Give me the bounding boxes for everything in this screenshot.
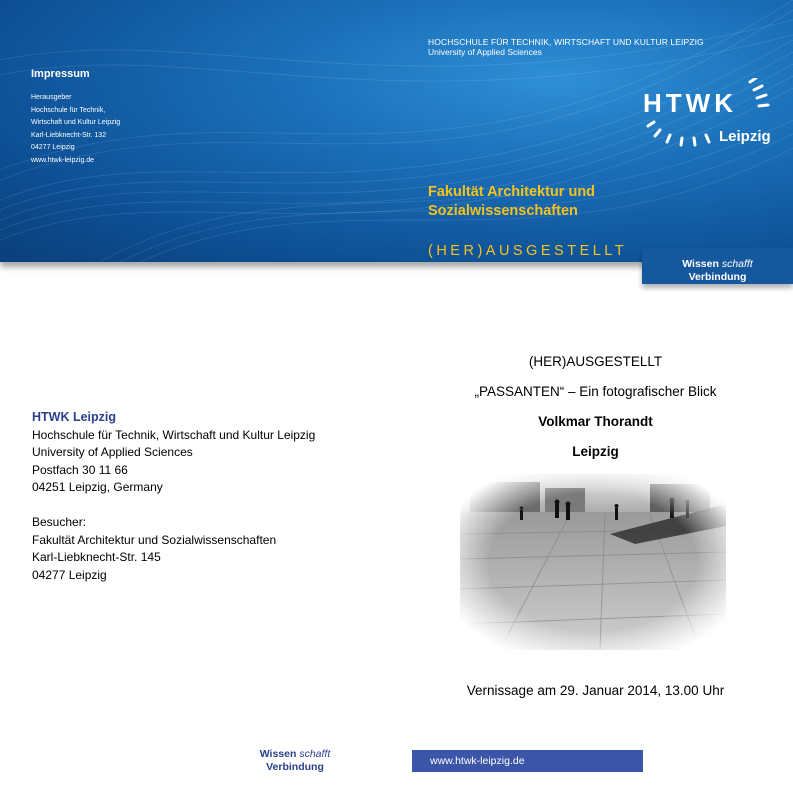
slogan-word: Wissen <box>259 748 297 760</box>
impressum-line: 04277 Leipzig <box>31 144 75 151</box>
exhibition-city: Leipzig <box>572 444 619 459</box>
vernissage-date: Vernissage am 29. Januar 2014, 13.00 Uhr <box>466 683 725 698</box>
impressum-line: Wirtschaft und Kultur Leipzig <box>31 119 121 126</box>
faculty-line: Sozialwissenschaften <box>428 203 578 219</box>
address-line: University of Applied Sciences <box>32 445 193 459</box>
visitor-line: 04277 Leipzig <box>32 567 107 582</box>
website-bar <box>412 750 643 772</box>
slogan-word-italic: schafft <box>721 258 753 270</box>
address-line: Hochschule für Technik, Wirtschaft und Kultur Leipzig <box>32 427 316 442</box>
impressum-url: www.htwk-leipzig.de <box>31 156 95 164</box>
slogan-word-italic: schafft <box>299 748 331 760</box>
visitor-label: Besucher: <box>32 515 87 529</box>
impressum-line: Hochschule für Technik, <box>31 106 106 114</box>
website-link[interactable]: www.htwk-leipzig.de <box>430 755 525 767</box>
faculty-line: Fakultät Architektur und <box>428 184 596 200</box>
exhibition-banner-title: (HER)AUSGESTELLT <box>428 243 628 259</box>
university-name: HOCHSCHULE FÜR TECHNIK, WIRTSCHAFT UND KULTUR LEIPZIG <box>428 37 704 47</box>
slogan-word: Wissen <box>682 258 719 270</box>
impressum-line: Herausgeber <box>31 94 72 101</box>
slogan-top <box>642 258 793 284</box>
artist-name: Volkmar Thorandt <box>538 414 653 429</box>
slogan-word: Verbindung <box>688 271 747 283</box>
address-line: 04251 Leipzig, Germany <box>32 480 163 494</box>
logo-wordmark: HTWK <box>643 88 737 118</box>
slogan-bottom <box>244 748 346 774</box>
impressum-title: Impressum <box>31 68 90 80</box>
slogan-word: Verbindung <box>266 761 324 773</box>
exhibition-subtitle: „PASSANTEN“ – Ein fotografischer Blick <box>474 384 717 399</box>
contact-address <box>32 409 315 584</box>
logo-city: Leipzig <box>719 128 771 145</box>
exhibition-title: (HER)AUSGESTELLT <box>528 354 663 369</box>
impressum-line: Karl-Liebknecht-Str. 132 <box>31 131 107 139</box>
visitor-line: Karl-Liebknecht-Str. 145 <box>32 550 161 564</box>
brand-name: HTWK Leipzig <box>32 410 117 424</box>
passanten-photo <box>460 474 726 650</box>
impressum-text <box>31 92 120 167</box>
header-banner <box>0 0 793 262</box>
university-subtitle: University of Applied Sciences <box>428 47 542 57</box>
faculty-title <box>428 183 595 221</box>
visitor-line: Fakultät Architektur und Sozialwissenschaften <box>32 532 277 547</box>
address-line: Postfach 30 11 66 <box>32 462 128 477</box>
